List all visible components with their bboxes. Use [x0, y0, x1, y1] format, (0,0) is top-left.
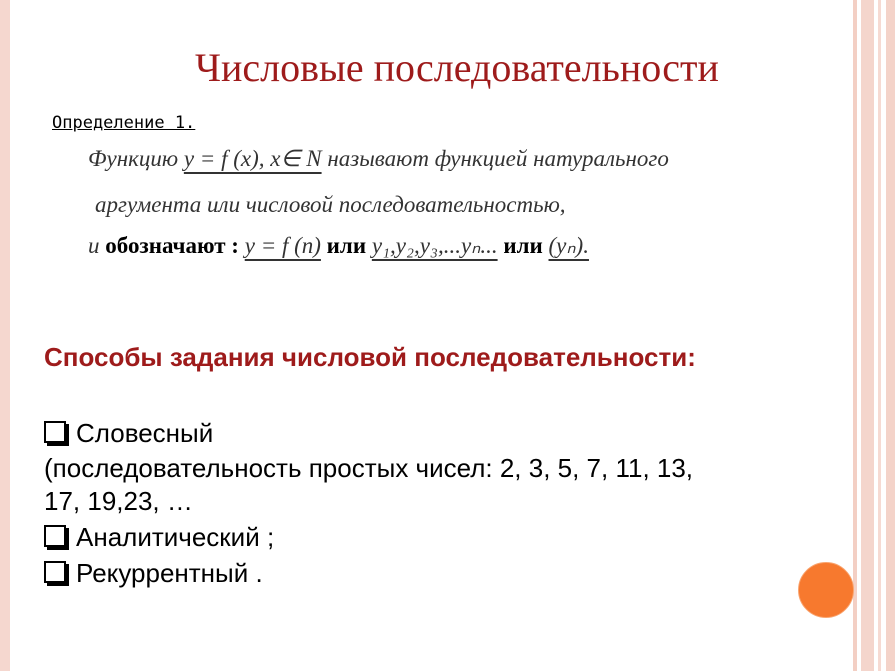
- list-item: [44, 522, 274, 553]
- decorative-circle: [798, 562, 854, 618]
- list-item-label: Рекуррентный .: [76, 558, 263, 588]
- checkbox-bullet-icon: [44, 525, 66, 547]
- definition-line-3: [88, 233, 589, 259]
- list-item: [44, 558, 263, 589]
- frame-left: [0, 0, 10, 671]
- notation-prefix: и: [88, 233, 100, 258]
- list-item-label: Аналитический ;: [76, 522, 275, 552]
- ways-heading: Способы задания числовой последовательности:: [44, 342, 696, 372]
- notation-word: обозначают :: [105, 233, 239, 258]
- notation-formula-2: (yₙ).: [548, 233, 589, 258]
- def-formula: y = f (x), x∈ N: [183, 146, 322, 171]
- definition-line-1: [88, 146, 669, 172]
- checkbox-bullet-icon: [44, 561, 66, 583]
- frame-right-stripe: [878, 0, 881, 671]
- frame-right-stripe: [886, 0, 895, 671]
- notation-formula-1: y = f (n): [244, 233, 321, 258]
- notation-or-1: или: [326, 233, 367, 258]
- frame-right-stripe: [861, 0, 874, 671]
- def-prefix: Функцию: [88, 146, 179, 171]
- definition-label: Определение 1.: [52, 113, 196, 133]
- slide-title: Числовые последовательности: [195, 45, 719, 90]
- list-item-label: Словесный: [76, 418, 214, 448]
- list-item: [44, 418, 213, 449]
- notation-or-2: или: [503, 233, 543, 258]
- list-item-detail: (последовательность простых чисел: 2, 3, 5, 7, 11, 13,: [44, 453, 694, 483]
- definition-line-2: аргумента или числовой последовательностью,: [95, 192, 566, 217]
- list-item-detail: 17, 19,23, …: [44, 486, 193, 516]
- def-suffix: называют функцией натурального: [327, 146, 669, 171]
- frame-right-stripe: [853, 0, 857, 671]
- notation-sequence: y₁,y₂,y₃,...yₙ...: [371, 233, 498, 258]
- checkbox-bullet-icon: [44, 421, 66, 443]
